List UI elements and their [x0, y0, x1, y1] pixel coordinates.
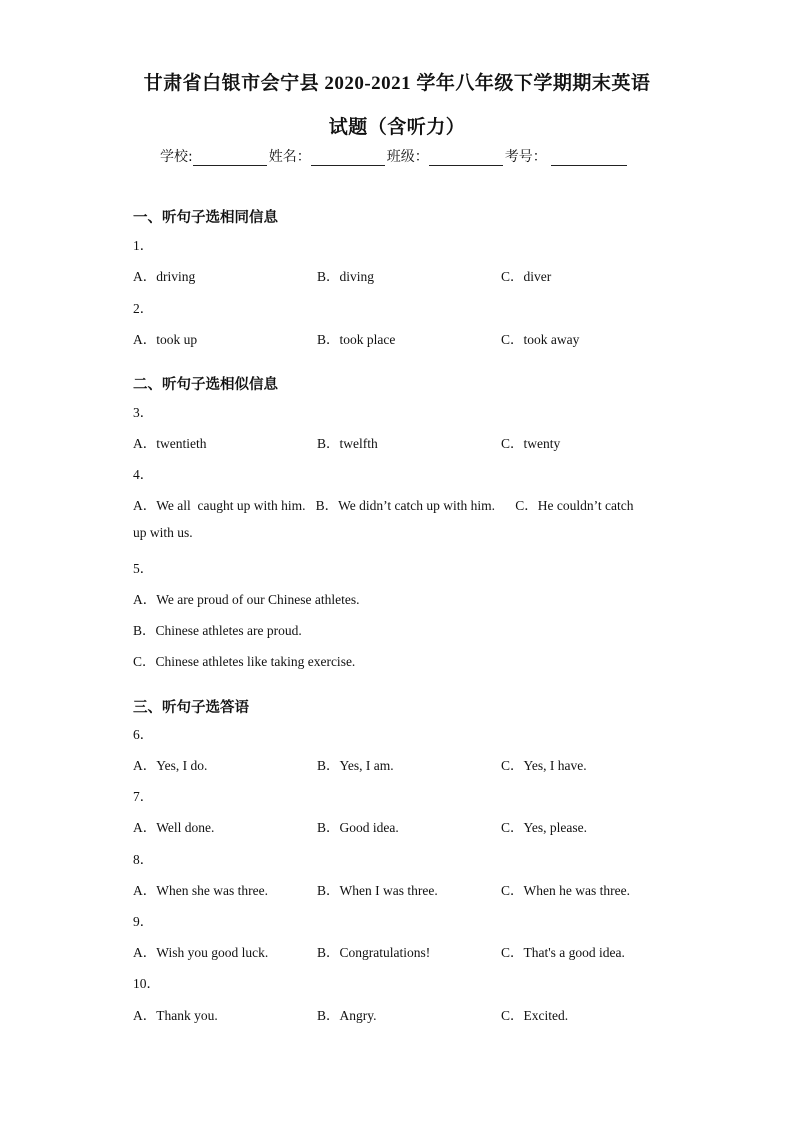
section-heading-1: 一、听句子选相同信息	[133, 210, 278, 226]
class-label: 班级：	[386, 149, 429, 165]
option-c: C．Yes, please.	[501, 820, 588, 835]
section-heading-3: 三、听句子选答语	[133, 700, 249, 716]
question-number: 2．	[133, 301, 154, 316]
question-number: 9．	[133, 914, 154, 929]
option-c: C．When he was three.	[501, 883, 630, 898]
name-label: 姓名：	[268, 149, 311, 165]
option-a: A．Yes, I do.	[133, 758, 208, 773]
option-a: A．We are proud of our Chinese athletes.	[133, 592, 360, 607]
section-heading-2: 二、听句子选相似信息	[133, 377, 278, 393]
exam-number-field[interactable]	[551, 150, 627, 166]
question-number: 3．	[133, 405, 154, 420]
option-b: B．Angry.	[317, 1008, 377, 1023]
school-field[interactable]	[193, 150, 267, 166]
option-a: A．took up	[133, 332, 198, 347]
exam-number-label: 考号：	[504, 149, 547, 165]
school-label: 学校:	[160, 149, 193, 165]
question-4-options-continued: up with us.	[133, 525, 193, 540]
option-a: A．Thank you.	[133, 1008, 218, 1023]
question-number: 8．	[133, 852, 154, 867]
option-b: B．diving	[317, 269, 375, 284]
student-info-row	[160, 146, 629, 166]
option-c: C．Yes, I have.	[501, 758, 587, 773]
option-a: A．Wish you good luck.	[133, 945, 269, 960]
option-c: C．That's a good idea.	[501, 945, 625, 960]
name-field[interactable]	[311, 150, 385, 166]
option-a: A．Well done.	[133, 820, 215, 835]
option-a: A．twentieth	[133, 436, 207, 451]
page-title-line-1: 甘肃省白银市会宁县 2020-2021 学年八年级下学期期末英语	[143, 73, 651, 94]
question-4-options: A．We all caught up with him. B．We didn’t catch up with him. C．He couldn’t catch	[133, 498, 634, 513]
option-b: B．When I was three.	[317, 883, 438, 898]
option-b: B．Congratulations!	[317, 945, 431, 960]
option-c: C．twenty	[501, 436, 561, 451]
option-c: C．diver	[501, 269, 552, 284]
question-number: 7．	[133, 789, 154, 804]
option-c: C．Chinese athletes like taking exercise.	[133, 654, 356, 669]
option-c: C．Excited.	[501, 1008, 569, 1023]
option-b: B．Yes, I am.	[317, 758, 394, 773]
question-number: 6．	[133, 727, 154, 742]
option-a: A．driving	[133, 269, 196, 284]
option-c: C．took away	[501, 332, 580, 347]
option-b: B．Good idea.	[317, 820, 399, 835]
question-number: 5．	[133, 561, 154, 576]
option-b: B．Chinese athletes are proud.	[133, 623, 302, 638]
option-b: B．took place	[317, 332, 396, 347]
class-field[interactable]	[429, 150, 503, 166]
option-b: B．twelfth	[317, 436, 378, 451]
question-number: 1．	[133, 238, 154, 253]
question-number: 10．	[133, 976, 160, 991]
page-title-line-2: 试题（含听力）	[328, 117, 466, 138]
question-number: 4．	[133, 467, 154, 482]
option-a: A．When she was three.	[133, 883, 268, 898]
